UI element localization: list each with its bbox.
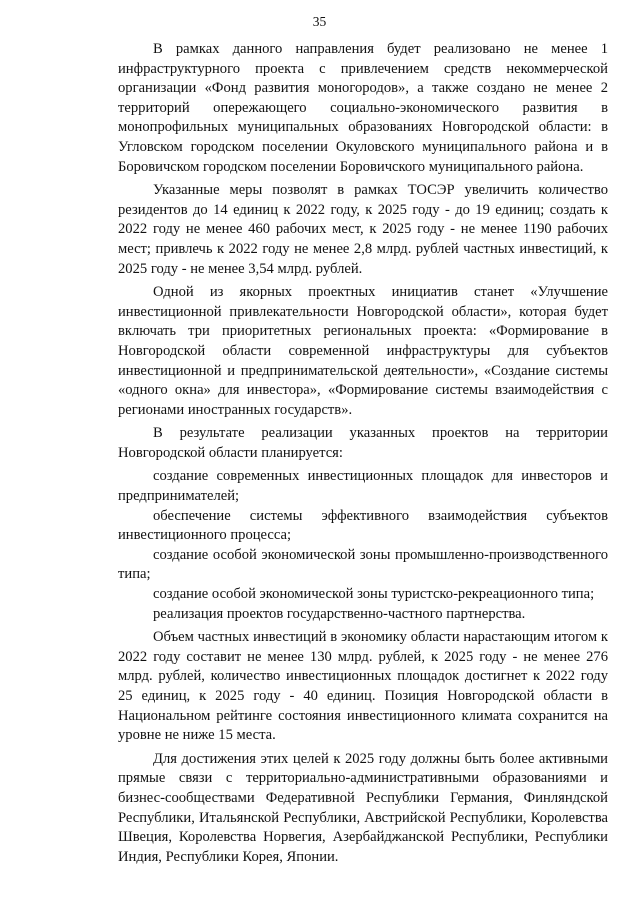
paragraph-planned-results-intro: В результате реализации указанных проектов на территории Новгородской области планируется: — [118, 425, 608, 461]
list-item: обеспечение системы эффективного взаимодействия субъектов инвестиционного процесса; — [118, 507, 608, 544]
paragraph-anchor-initiative: Одной из якорных проектных инициатив станет «Улучшение инвестиционной привлекательности Новгородской области», которая будет включать три приоритетных региональных проекта: «Формирование в Новгородской области современной инфраструктуры для субъектов инвестиционной и предпринимательской деятельности», «Создание системы «одного окна» для инвестора», «Формирование системы взаимодействия с регионами иностранных государств». — [118, 284, 608, 418]
document-body — [118, 40, 608, 871]
paragraph-international-links: Для достижения этих целей к 2025 году должны быть более активными прямые связи с территориально-административными образованиями и бизнес-сообществами Федеративной Республики Германия, Финляндской Республики, Итальянской Республики, Австрийской Республики, Королевства Швеция, Королевства Норвегия, Азербайджанской Республики, Республики Индия, Республики Корея, Японии. — [118, 750, 608, 865]
list-item: создание особой экономической зоны туристско-рекреационного типа; — [153, 586, 595, 603]
paragraph-investment-volume: Объем частных инвестиций в экономику области нарастающим итогом к 2022 году составит не менее 130 млрд. рублей, к 2025 году - не менее 276 млрд. рублей, количество инвестиционных площадок достигнет к 2022 году 25 единиц, к 2025 году - 40 единиц. Позиция Новгородской области в Национальном рейтинге состояния инвестиционного климата сохранится на уровне не ниже 15 места. — [118, 629, 608, 744]
paragraph-monotowns: В рамках данного направления будет реализовано не менее 1 инфраструктурного проекта с привлечением средств некоммерческой организации «Фонд развития моногородов», а также создано не менее 2 территорий опережающего социально-экономического развития в монопрофильных муниципальных образованиях Новгородской области: в Угловском городском поселении Окуловского муниципального района и в Боровичском городском поселении Боровичского муниципального района. — [118, 41, 608, 175]
list-item: создание особой экономической зоны промышленно-производственного типа; — [118, 546, 608, 583]
list-item: реализация проектов государственно-частного партнерства. — [153, 605, 526, 622]
paragraph-tosер-targets: Указанные меры позволят в рамках ТОСЭР увеличить количество резидентов до 14 единиц к 2022 году, к 2025 году - до 19 единиц; создать к 2022 году не менее 460 рабочих мест, к 2025 году - не менее 1190 рабочих мест; привлечь к 2022 году не менее 2,8 млрд. рублей частных инвестиций, к 2025 году - не менее 3,54 млрд. рублей. — [118, 182, 608, 277]
list-item: создание современных инвестиционных площадок для инвесторов и предпринимателей; — [118, 468, 608, 505]
page-number: 35 — [312, 14, 327, 29]
